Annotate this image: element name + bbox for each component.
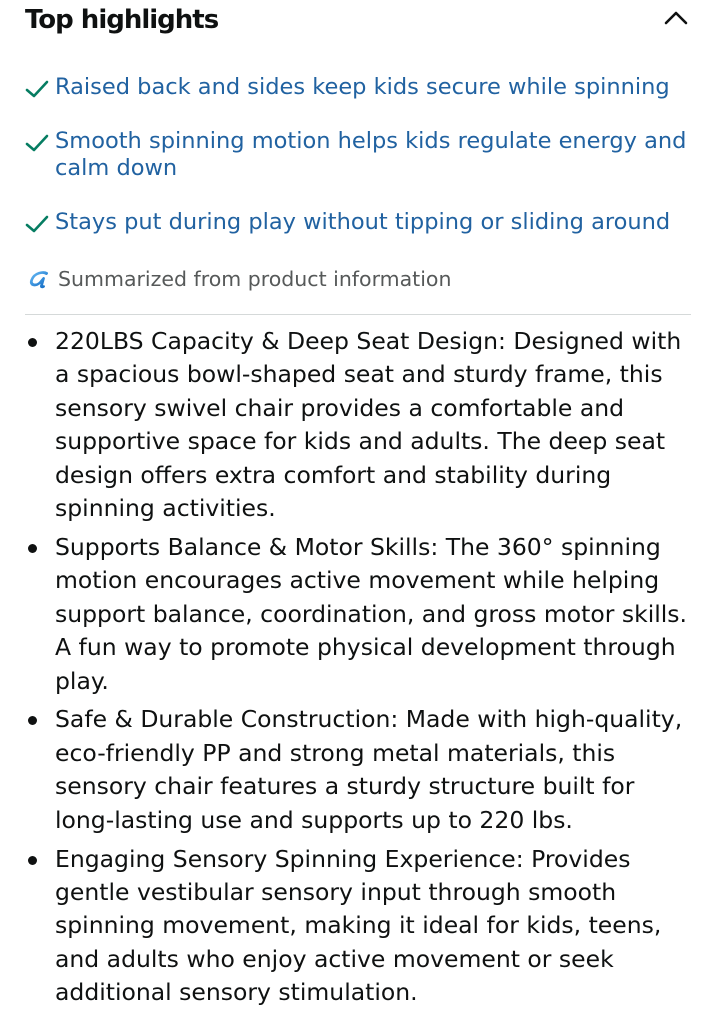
amazon-ai-icon (27, 269, 49, 289)
bullet-dot (28, 856, 37, 865)
divider (25, 314, 691, 315)
highlight-text: Smooth spinning motion helps kids regulate energy and calm down (55, 128, 687, 181)
highlight-item (25, 209, 695, 236)
collapse-button[interactable] (661, 4, 691, 32)
bullet-dot (28, 716, 37, 725)
feature-bullet (25, 325, 693, 525)
bullet-dot (28, 338, 37, 347)
feature-bullet (25, 843, 693, 1010)
bullet-text: Safe & Durable Construction: Made with high-quality, eco-friendly PP and strong metal materials, this sensory chair features a sturdy structure built for long-lasting use and supports up to 220 lbs. (55, 705, 683, 834)
highlights-list (25, 74, 695, 263)
checkmark-icon (25, 133, 49, 153)
bullet-dot (28, 544, 37, 553)
top-highlights-header[interactable] (25, 0, 693, 40)
feature-bullet (25, 531, 693, 698)
bullet-text: Supports Balance & Motor Skills: The 360° spinning motion encourages active movement while helping support balance, coordination, and gross motor skills. A fun way to promote physical development through play. (55, 532, 687, 695)
feature-bullet (25, 703, 693, 837)
summary-text: Summarized from product information (58, 267, 452, 291)
section-title: Top highlights (25, 5, 219, 35)
highlight-text: Stays put during play without tipping or sliding around (55, 209, 671, 235)
ai-summary-note (25, 263, 693, 295)
highlight-item (25, 74, 695, 101)
highlight-text: Raised back and sides keep kids secure while spinning (55, 74, 670, 100)
highlight-item (25, 128, 695, 182)
feature-bullets (25, 325, 693, 1015)
bullet-text: Engaging Sensory Spinning Experience: Provides gentle vestibular sensory input through smooth spinning movement, making it ideal for kids, teens, and adults who enjoy active movement or seek additional sensory stimulation. (55, 844, 662, 1007)
bullet-text: 220LBS Capacity & Deep Seat Design: Designed with a spacious bowl-shaped seat and sturdy frame, this sensory swivel chair provides a comfortable and supportive space for kids and adults. The deep seat design offers extra comfort and stability during spinning activities. (55, 327, 682, 523)
chevron-up-icon (661, 4, 691, 32)
checkmark-icon (25, 214, 49, 234)
checkmark-icon (25, 79, 49, 99)
